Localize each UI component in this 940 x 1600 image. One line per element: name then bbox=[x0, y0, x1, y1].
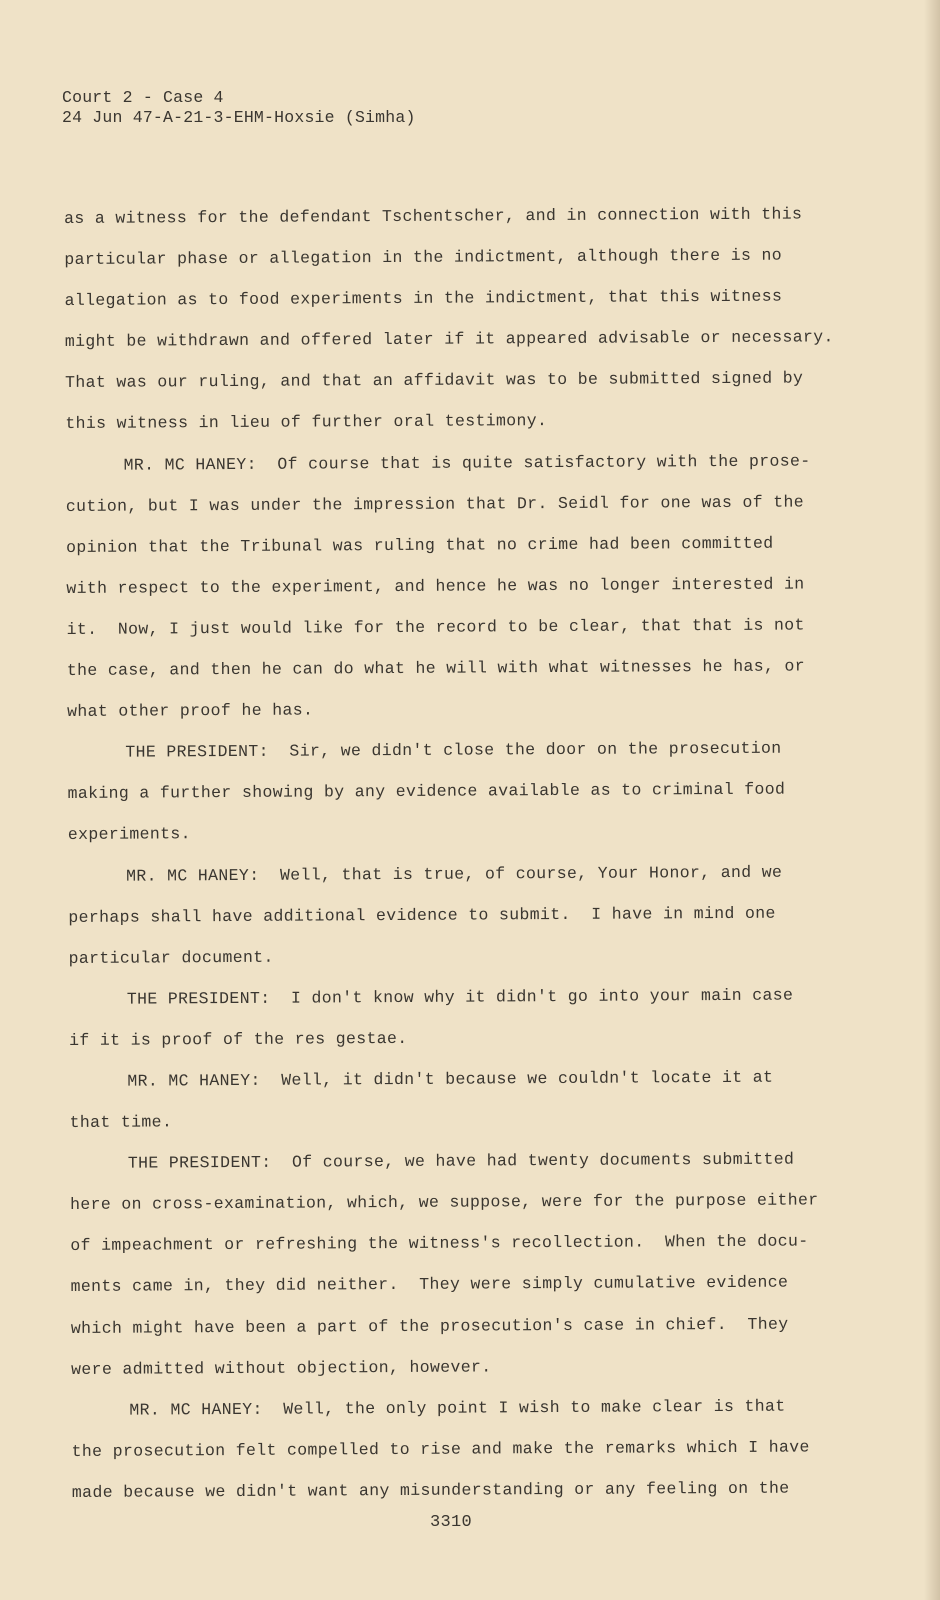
transcript-line: made because we didn't want any misunderstanding or any feeling on the bbox=[71, 1478, 790, 1502]
transcript-line: the prosecution felt compelled to rise and make the remarks which I have bbox=[71, 1437, 810, 1461]
transcript-line: that time. bbox=[69, 1112, 173, 1133]
transcript-line: with respect to the experiment, and hence he was no longer interested in bbox=[66, 574, 805, 598]
transcript-line: making a further showing by any evidence available as to criminal food bbox=[67, 779, 786, 804]
transcript-line: allegation as to food experiments in the indictment, that this witness bbox=[64, 286, 783, 311]
transcript-body bbox=[64, 193, 842, 1513]
speaker-line: THE PRESIDENT: Of course, we have had twenty documents submitted bbox=[127, 1149, 795, 1173]
transcript-line: cution, but I was under the impression that Dr. Seidl for one was of the bbox=[65, 492, 805, 516]
document-header bbox=[62, 88, 416, 128]
transcript-line: as a witness for the defendant Tschentscher, and in connection with this bbox=[64, 204, 803, 228]
transcript-line: if it is proof of the res gestae. bbox=[69, 1028, 408, 1050]
transcript-line: opinion that the Tribunal was ruling that no crime had been committed bbox=[66, 533, 774, 557]
transcript-line: this witness in lieu of further oral testimony. bbox=[65, 411, 548, 434]
speaker-line: MR. MC HANEY: Well, it didn't because we couldn't locate it at bbox=[127, 1067, 774, 1091]
page-number: 3310 bbox=[430, 1513, 473, 1532]
transcript-line: which might have been a part of the prosecution's case in chief. They bbox=[70, 1314, 789, 1338]
transcript-line: the case, and then he can do what he will with what witnesses he has, or bbox=[66, 656, 806, 681]
speaker-line: THE PRESIDENT: Sir, we didn't close the door on the prosecution bbox=[125, 738, 782, 762]
case-reference: Court 2 - Case 4 bbox=[62, 88, 224, 107]
transcript-line: were admitted without objection, however. bbox=[71, 1357, 492, 1379]
speaker-line: MR. MC HANEY: Of course that is quite satisfactory with the prose- bbox=[123, 451, 811, 475]
transcript-line: it. Now, I just would like for the record to be clear, that that is not bbox=[66, 615, 805, 639]
speaker-line: MR. MC HANEY: Well, the only point I wish to make clear is that bbox=[129, 1396, 786, 1420]
transcript-line: particular phase or allegation in the indictment, although there is no bbox=[64, 245, 783, 270]
transcript-line: ments came in, they did neither. They were simply cumulative evidence bbox=[70, 1273, 789, 1297]
session-reference: 24 Jun 47-A-21-3-EHM-Hoxsie (Simha) bbox=[62, 108, 416, 127]
transcript-line: what other proof he has. bbox=[67, 700, 314, 722]
speaker-line: THE PRESIDENT: I don't know why it didn't go into your main case bbox=[126, 985, 794, 1009]
transcript-line: here on cross-examination, which, we suppose, were for the purpose either bbox=[70, 1190, 819, 1215]
transcript-line: perhaps shall have additional evidence to submit. I have in mind one bbox=[68, 903, 776, 927]
transcript-line: experiments. bbox=[67, 824, 191, 845]
transcript-line: That was our ruling, and that an affidavit was to be submitted signed by bbox=[65, 368, 804, 393]
transcript-line: particular document. bbox=[68, 947, 274, 968]
transcript-line: might be withdrawn and offered later if it appeared advisable or necessary. bbox=[64, 327, 834, 352]
transcript-line: of impeachment or refreshing the witness's recollection. When the docu- bbox=[70, 1231, 809, 1256]
speaker-line: MR. MC HANEY: Well, that is true, of course, Your Honor, and we bbox=[126, 862, 783, 886]
